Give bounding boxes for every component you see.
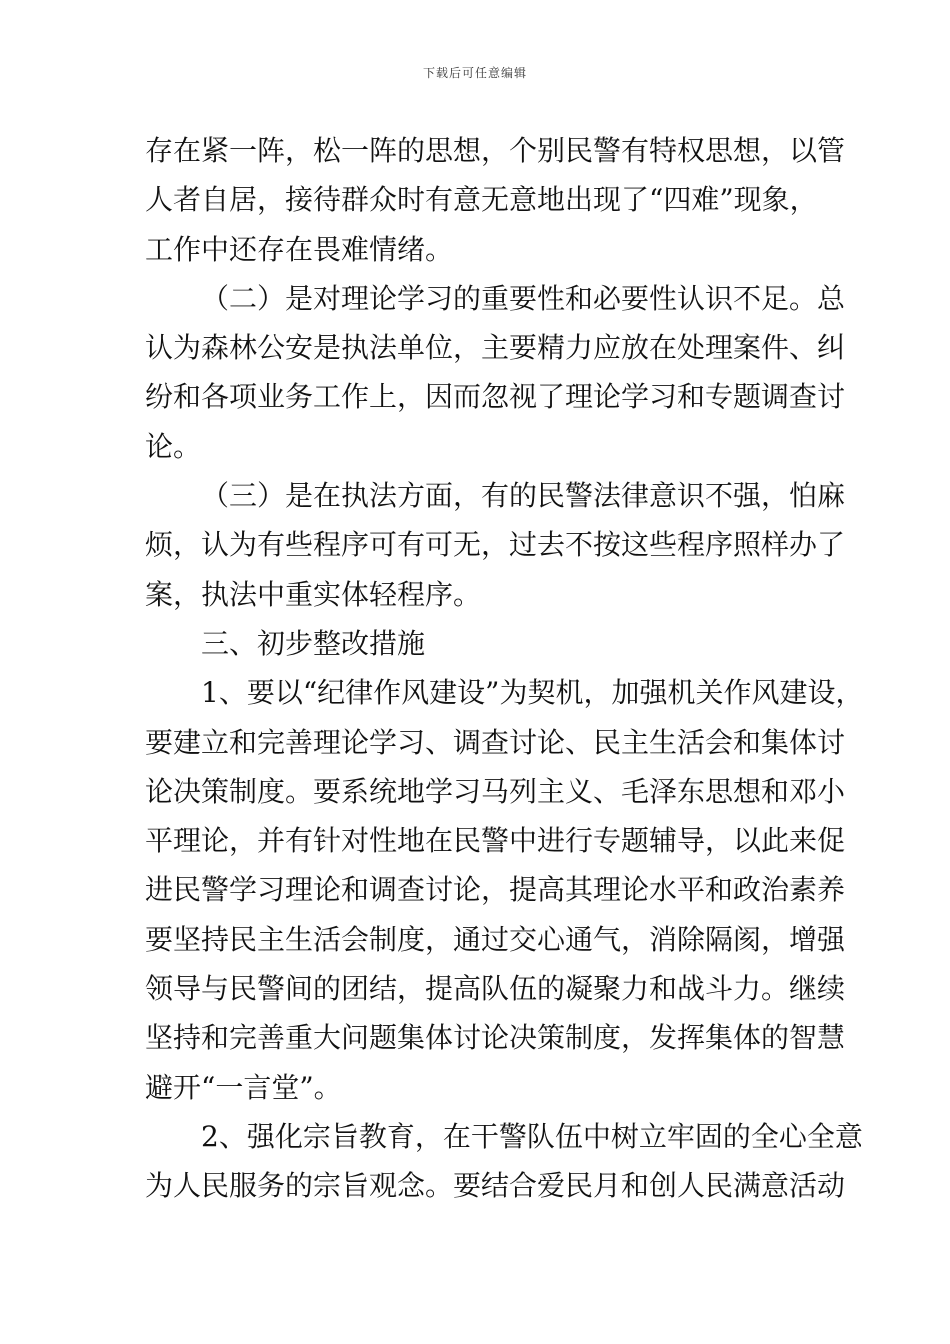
text-line: 人者自居，接待群众时有意无意地出现了“四难”现象， <box>145 183 818 217</box>
text-line: 案，执法中重实体轻程序。 <box>145 577 482 611</box>
paragraph-start-line: 2、强化宗旨教育，在干警队伍中树立牢固的全心全意 <box>201 1119 863 1153</box>
section-heading: 三、初步整改措施 <box>201 626 426 660</box>
text-line: 避开“一言堂”。 <box>145 1070 342 1104</box>
text-line: 存在紧一阵，松一阵的思想，个别民警有特权思想，以管 <box>145 134 846 167</box>
text-line: 论决策制度。要系统地学习马列主义、毛泽东思想和邓小 <box>145 774 846 808</box>
text-line: 工作中还存在畏难情绪。 <box>145 232 454 266</box>
text-line: 纷和各项业务工作上，因而忽视了理论学习和专题调查讨 <box>145 380 846 414</box>
paragraph-start-line: （二）是对理论学习的重要性和必要性认识不足。总 <box>201 281 846 315</box>
text-line: 要坚持民主生活会制度，通过交心通气，消除隔阂，增强 <box>145 922 846 956</box>
text-line: 认为森林公安是执法单位，主要精力应放在处理案件、纠 <box>145 331 846 365</box>
text-line: 烦，认为有些程序可有可无，过去不按这些程序照样办了 <box>145 528 846 562</box>
text-line: 坚持和完善重大问题集体讨论决策制度，发挥集体的智慧 <box>145 1021 846 1055</box>
text-line: 平理论，并有针对性地在民警中进行专题辅导，以此来促 <box>145 824 846 858</box>
text-line: 要建立和完善理论学习、调查讨论、民主生活会和集体讨 <box>145 725 846 759</box>
text-line: 为人民服务的宗旨观念。要结合爱民月和创人民满意活动 <box>145 1169 846 1203</box>
text-line: 进民警学习理论和调查讨论，提高其理论水平和政治素养 <box>145 873 846 907</box>
text-line: 论。 <box>145 429 202 463</box>
paragraph-start-line: 1、要以“纪律作风建设”为契机，加强机关作风建设， <box>201 676 864 710</box>
document-body <box>145 126 864 1211</box>
page-header: 下载后可任意编辑 <box>422 66 527 80</box>
paragraph-start-line: （三）是在执法方面，有的民警法律意识不强，怕麻 <box>201 479 846 513</box>
text-line: 领导与民警间的团结，提高队伍的凝聚力和战斗力。继续 <box>145 972 846 1006</box>
